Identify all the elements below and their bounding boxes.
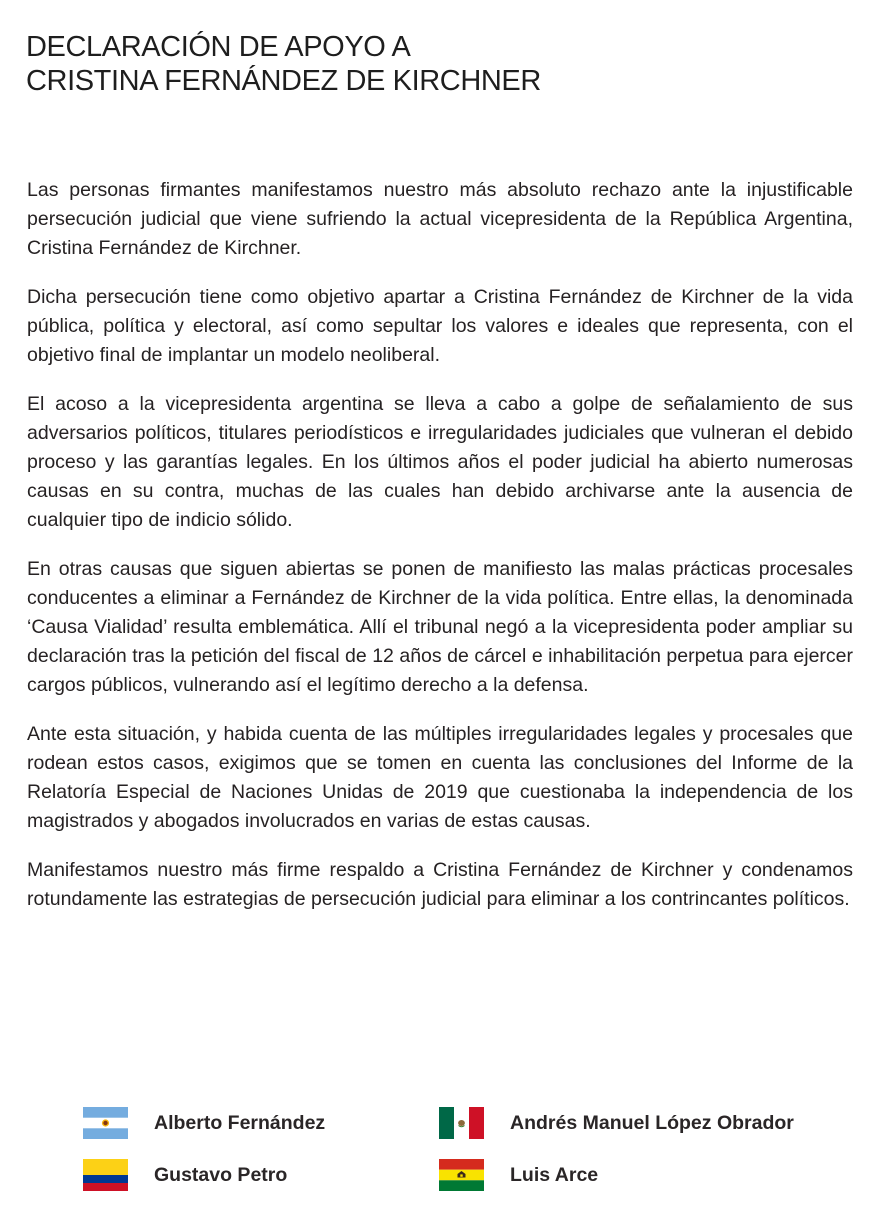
paragraph: Dicha persecución tiene como objetivo apartar a Cristina Fernández de Kirchner de la vida pública, política y electoral, así como sepultar los valores e ideales que representa, con el objetivo final de implantar un modelo neoliberal.	[27, 286, 853, 366]
signer-alberto-fernandez	[83, 1103, 325, 1143]
paragraph: Manifestamos nuestro más firme respaldo a Cristina Fernández de Kirchner y condenamos rotundamente las estrategias de persecución judicial para eliminar a los contrincantes políticos.	[27, 859, 853, 910]
mexico-flag-icon	[439, 1107, 484, 1139]
signer-name: Alberto Fernández	[154, 1111, 326, 1134]
argentina-flag-icon	[83, 1107, 128, 1139]
signer-gustavo-petro	[83, 1155, 287, 1195]
signer-luis-arce	[439, 1155, 598, 1195]
colombia-flag-icon	[83, 1159, 128, 1191]
document-title	[26, 30, 726, 98]
bolivia-flag-icon	[439, 1159, 484, 1191]
signer-name: Luis Arce	[510, 1163, 599, 1186]
paragraph: En otras causas que siguen abiertas se ponen de manifiesto las malas prácticas procesales conducentes a eliminar a Fernández de Kirchner de la vida política. Entre ellas, la denominada ‘Causa Vialidad’ resulta emblemática. Allí el tribunal negó a la vicepresidenta poder ampliar su declaración tras la petición del fiscal de 12 años de cárcel e inhabilitación perpetua para ejercer cargos públicos, vulnerando así el legítimo derecho a la defensa.	[27, 558, 853, 696]
title-line: DECLARACIÓN DE APOYO A	[26, 31, 411, 63]
signer-name: Andrés Manuel López Obrador	[510, 1111, 794, 1134]
paragraph: El acoso a la vicepresidenta argentina se lleva a cabo a golpe de señalamiento de sus adversarios políticos, titulares periodísticos e irregularidades judiciales que vulneran el debido proceso y las garantías legales. En los últimos años el poder judicial ha abierto numerosas causas en su contra, muchas de las cuales han debido archivarse ante la ausencia de cualquier tipo de indicio sólido.	[27, 393, 853, 531]
paragraph: Las personas firmantes manifestamos nuestro más absoluto rechazo ante la injustificable persecución judicial que viene sufriendo la actual vicepresidenta de la República Argentina, Cristina Fernández de Kirchner.	[27, 179, 853, 259]
signer-name: Gustavo Petro	[154, 1163, 288, 1186]
paragraph: Ante esta situación, y habida cuenta de las múltiples irregularidades legales y procesales que rodean estos casos, exigimos que se tomen en cuenta las conclusiones del Informe de la Relatoría Especial de Naciones Unidas de 2019 que cuestionaba la independencia de los magistrados y abogados involucrados en varias de estas causas.	[27, 723, 853, 832]
title-line: CRISTINA FERNÁNDEZ DE KIRCHNER	[26, 65, 541, 97]
declaration-body	[27, 176, 853, 934]
signer-andres-manuel-lopez-obrador	[439, 1103, 794, 1143]
